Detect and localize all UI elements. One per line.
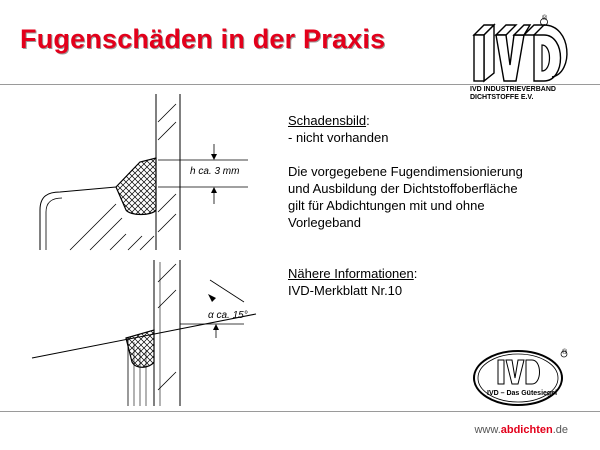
content-panel [288, 112, 588, 299]
logo-line1: IVD INDUSTRIEVERBAND [470, 86, 556, 93]
angle-label: α ca. 15° [208, 310, 248, 321]
heading-schadensbild: Schadensbild [288, 113, 367, 128]
page-title: Fugenschäden in der Praxis [20, 24, 386, 54]
seal-caption: IVD – Das Gütesiegel [487, 390, 558, 397]
bottom-divider [0, 411, 600, 412]
paragraph-line-1: Die vorgegebene Fugendimensionierung [288, 164, 523, 179]
heading-info: Nähere Informationen [288, 266, 414, 281]
footer-url[interactable] [474, 424, 568, 436]
ivd-logo [470, 15, 580, 85]
ivd-seal-icon [470, 348, 570, 408]
damage-status: - nicht vorhanden [288, 130, 389, 145]
heading-colon: : [366, 113, 370, 128]
logo-line2: DICHTSTOFFE E.V. [470, 94, 534, 101]
logo-caption [470, 86, 556, 102]
heading-colon-2: : [413, 266, 418, 281]
url-highlight: abdichten [500, 424, 553, 436]
registered-mark: ® [542, 15, 548, 22]
seal-registered: ® [562, 349, 568, 356]
top-divider [0, 84, 600, 85]
url-suffix: .de [552, 424, 568, 436]
paragraph-line-3: gilt für Abdichtungen mit und ohne [288, 198, 485, 213]
url-prefix: www. [474, 424, 501, 436]
paragraph-line-2: und Ausbildung der Dichtstoffoberfläche [288, 181, 518, 196]
joint-drawing-angled [30, 258, 270, 408]
paragraph-line-4: Vorlegeband [288, 215, 362, 230]
dimension-label: h ca. 3 mm [190, 166, 240, 177]
info-reference: IVD-Merkblatt Nr.10 [288, 283, 403, 298]
